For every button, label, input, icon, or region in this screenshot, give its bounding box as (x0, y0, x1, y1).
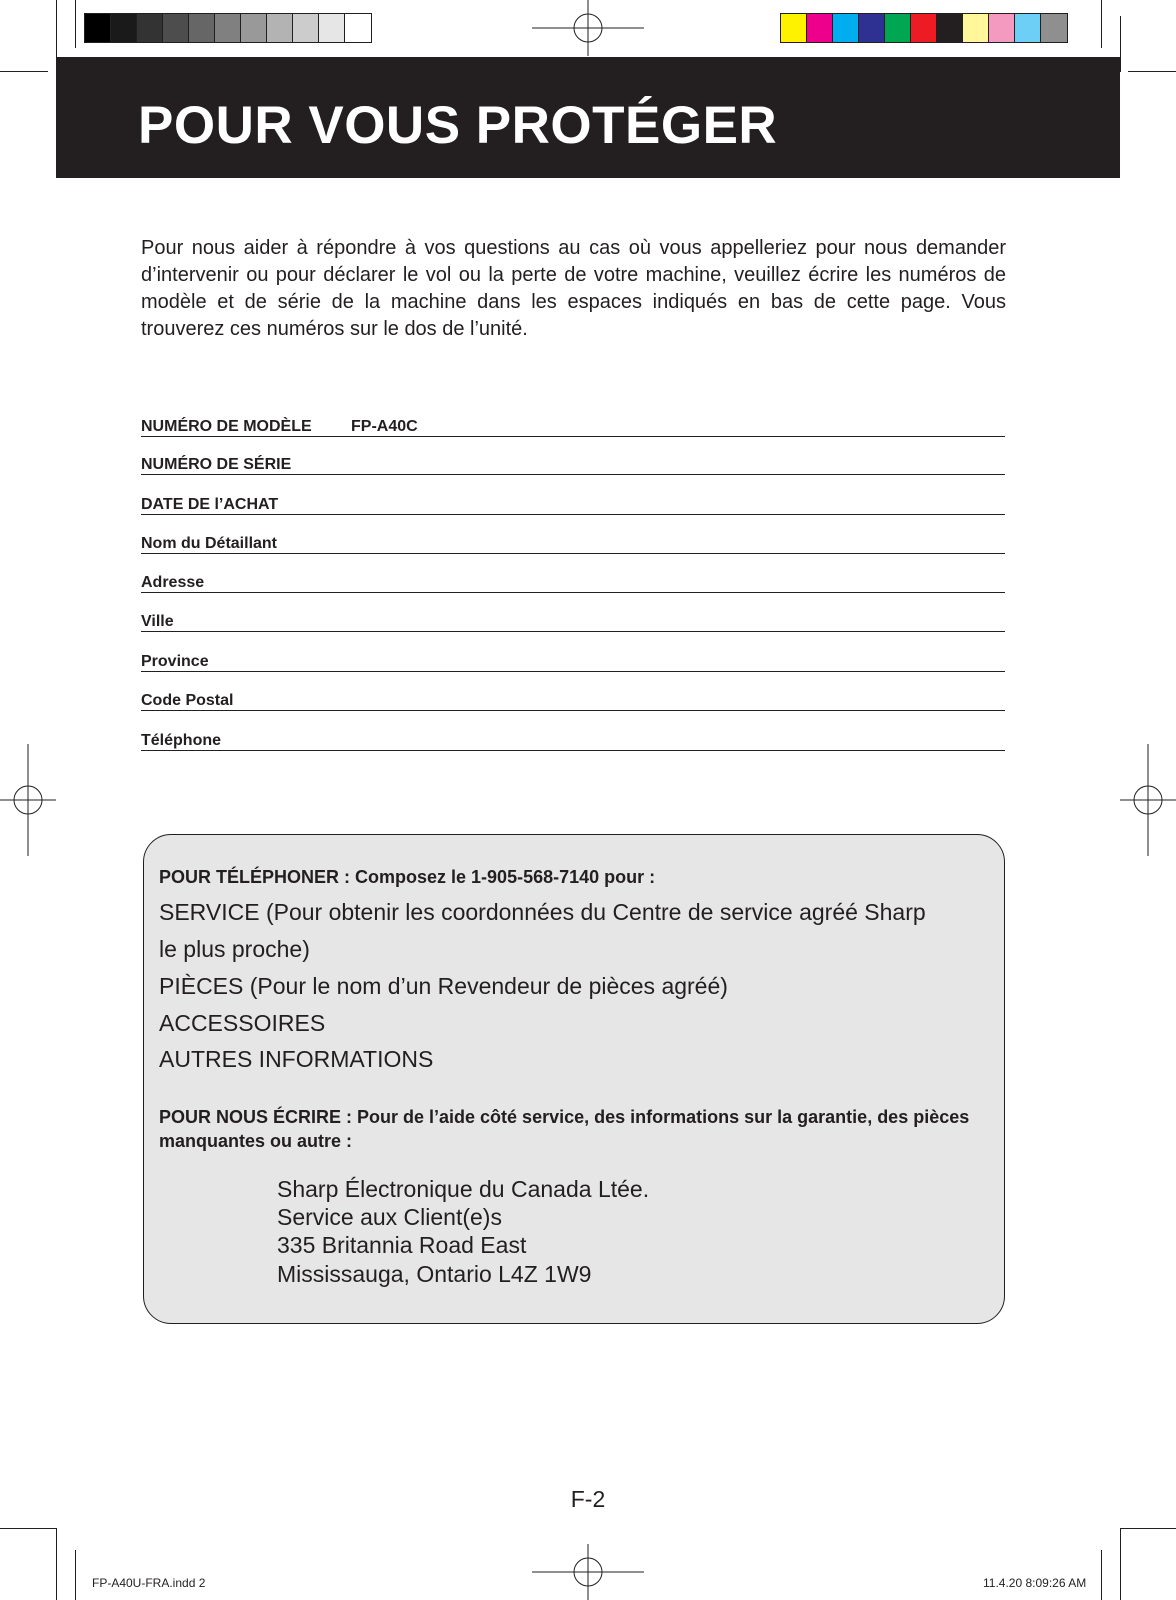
contact-info-box (143, 834, 1005, 1324)
color-swatch (215, 14, 241, 42)
phone-item: AUTRES INFORMATIONS (159, 1046, 434, 1072)
crop-mark (1120, 16, 1121, 72)
address-line: Service aux Client(e)s (277, 1204, 502, 1230)
field-label: DATE DE l’ACHAT (141, 496, 279, 513)
field-label: Adresse (141, 574, 205, 591)
registration-mark-icon (0, 744, 56, 856)
color-swatch (85, 14, 111, 42)
field-label: Province (141, 653, 209, 670)
form-row-dealer-name[interactable] (141, 528, 1005, 554)
color-swatch (241, 14, 267, 42)
registration-mark-icon (1120, 744, 1176, 856)
address-line: 335 Britannia Road East (277, 1232, 527, 1258)
phone-item: PIÈCES (Pour le nom d’un Revendeur de pièces agréé) (159, 973, 728, 999)
color-swatch (885, 14, 911, 42)
field-label: Nom du Détaillant (141, 535, 278, 552)
color-swatch (1015, 14, 1041, 42)
gray-color-bar (84, 13, 372, 43)
form-row-purchase-date[interactable] (141, 489, 1005, 515)
form-row-city[interactable] (141, 606, 1005, 632)
color-swatch (911, 14, 937, 42)
phone-item: le plus proche) (159, 936, 310, 962)
field-label: Ville (141, 613, 174, 630)
color-swatch (345, 14, 371, 42)
address-line: Sharp Électronique du Canada Ltée. (277, 1176, 650, 1202)
color-swatch (1041, 14, 1067, 42)
crop-mark (0, 71, 48, 72)
form-row-model (141, 411, 1005, 437)
crop-mark (0, 1528, 56, 1529)
form-row-serial[interactable] (141, 449, 1005, 475)
page-title: POUR VOUS PROTÉGER (138, 96, 778, 155)
field-label: NUMÉRO DE MODÈLE (141, 418, 312, 435)
footer-file-name: FP-A40U-FRA.indd 2 (92, 1576, 206, 1590)
form-row-province[interactable] (141, 646, 1005, 672)
footer-timestamp: 11.4.20 8:09:26 AM (983, 1576, 1087, 1590)
color-swatch (267, 14, 293, 42)
page-number: F-2 (570, 1486, 606, 1512)
crop-mark (1101, 0, 1102, 48)
process-color-bar (780, 13, 1068, 43)
crop-mark (75, 0, 76, 48)
crop-mark (75, 1550, 76, 1600)
crop-mark (1120, 1528, 1121, 1600)
color-swatch (859, 14, 885, 42)
color-swatch (963, 14, 989, 42)
form-row-address[interactable] (141, 567, 1005, 593)
write-heading: POUR NOUS ÉCRIRE : Pour de l’aide côté service, des informations sur la garantie, des pièces manquantes ou autre : (159, 1107, 970, 1151)
color-swatch (989, 14, 1015, 42)
intro-paragraph: Pour nous aider à répondre à vos questions au cas où vous appelleriez pour nous demander d’intervenir ou pour déclarer le vol ou la perte de votre machine, veuillez écrire les numéros de modèle et de série de la machine dans les espaces indiqués en bas de cette page. Vous trouverez ces numéros sur le dos de l’unité. (141, 237, 1006, 340)
color-swatch (137, 14, 163, 42)
registration-mark-icon (532, 0, 644, 56)
color-swatch (807, 14, 833, 42)
field-label: Code Postal (141, 692, 234, 709)
crop-mark (1101, 1550, 1102, 1600)
color-swatch (781, 14, 807, 42)
form-row-postal-code[interactable] (141, 685, 1005, 711)
color-swatch (163, 14, 189, 42)
registration-mark-icon (532, 1544, 644, 1600)
color-swatch (319, 14, 345, 42)
page-header (56, 57, 1120, 178)
phone-item: ACCESSOIRES (159, 1010, 326, 1036)
crop-mark (1128, 71, 1176, 72)
field-label: Téléphone (141, 732, 222, 749)
color-swatch (937, 14, 963, 42)
crop-mark (1120, 1528, 1176, 1529)
field-label: NUMÉRO DE SÉRIE (141, 456, 292, 473)
color-swatch (111, 14, 137, 42)
model-number-value: FP-A40C (351, 418, 418, 435)
address-line: Mississauga, Ontario L4Z 1W9 (277, 1261, 592, 1287)
color-swatch (833, 14, 859, 42)
color-swatch (189, 14, 215, 42)
form-row-telephone[interactable] (141, 725, 1005, 751)
crop-mark (56, 1528, 57, 1600)
phone-item: SERVICE (Pour obtenir les coordonnées du Centre de service agréé Sharp (159, 899, 926, 925)
color-swatch (293, 14, 319, 42)
phone-heading: POUR TÉLÉPHONER : Composez le 1-905-568-7140 pour : (159, 867, 656, 887)
